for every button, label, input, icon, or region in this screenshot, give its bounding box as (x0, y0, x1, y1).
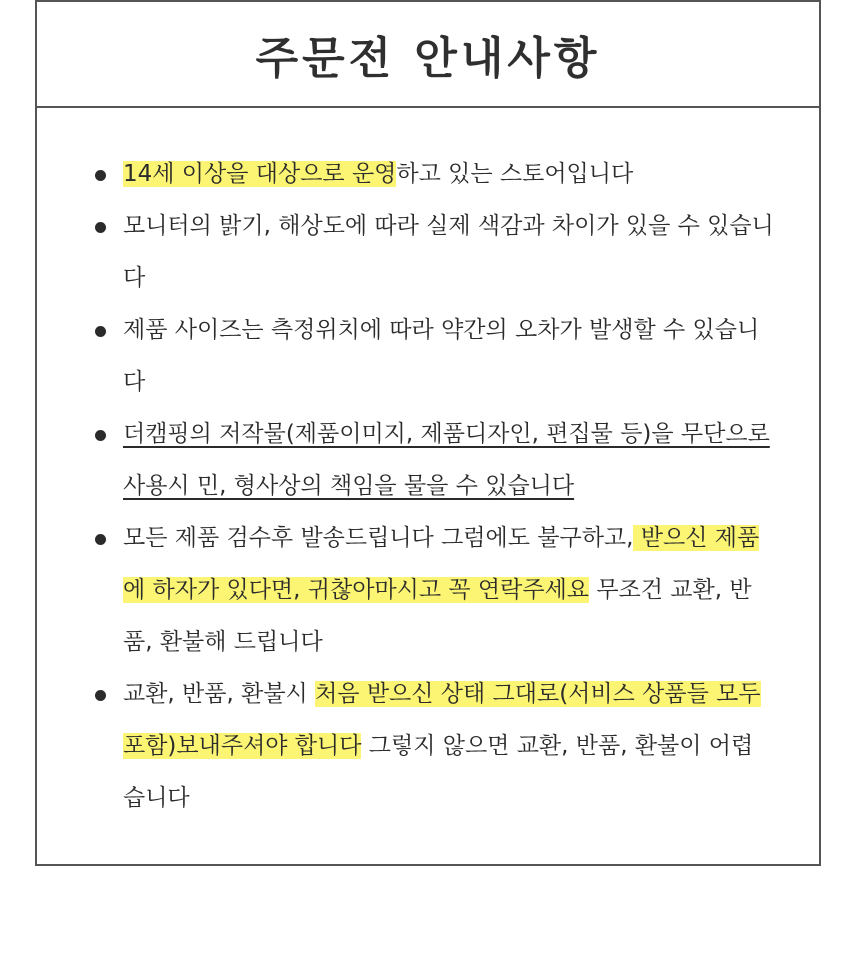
item-text: 제품 사이즈는 측정위치에 따라 약간의 오차가 발생할 수 있습니다 (123, 317, 760, 395)
title-bar (37, 0, 819, 108)
list-item (37, 668, 819, 824)
list-item (37, 148, 819, 200)
bullet-icon (95, 534, 106, 545)
list-item (37, 200, 819, 304)
item-text: 모든 제품 검수후 발송드립니다 그럼에도 불구하고, (123, 525, 634, 551)
item-text: 하고 있는 스토어입니다 (396, 161, 634, 187)
highlighted-text: 받으신 제품에 하자가 있다면, 귀찮아마시고 꼭 연락주세요 (123, 525, 760, 603)
bullet-icon (95, 690, 106, 701)
item-text: 모니터의 밝기, 해상도에 따라 실제 색감과 차이가 있을 수 있습니다 (123, 213, 774, 291)
list-item (37, 408, 819, 512)
list-item (37, 512, 819, 668)
bullet-icon (95, 430, 106, 441)
notice-box (35, 0, 821, 866)
highlighted-text: 14세 이상을 대상으로 운영 (123, 161, 397, 187)
item-text: 무조건 교환, 반품, 환불해 드립니다 (123, 577, 752, 655)
list-item (37, 304, 819, 408)
bullet-icon (95, 326, 106, 337)
highlighted-text: 처음 받으신 상태 그대로(서비스 상품들 모두 포함)보내주셔야 합니다 (123, 681, 761, 759)
item-text: 그렇지 않으면 교환, 반품, 환불이 어렵습니다 (123, 733, 754, 811)
underlined-text: 더캠핑의 저작물(제품이미지, 제품디자인, 편집물 등)을 무단으로 사용시 민, 형사상의 책임을 물을 수 있습니다 (123, 421, 770, 499)
item-text: 교환, 반품, 환불시 (123, 681, 316, 707)
notice-list (37, 148, 819, 824)
page-title: 주문전 안내사항 (255, 33, 601, 84)
bullet-icon (95, 222, 106, 233)
bullet-icon (95, 170, 106, 181)
